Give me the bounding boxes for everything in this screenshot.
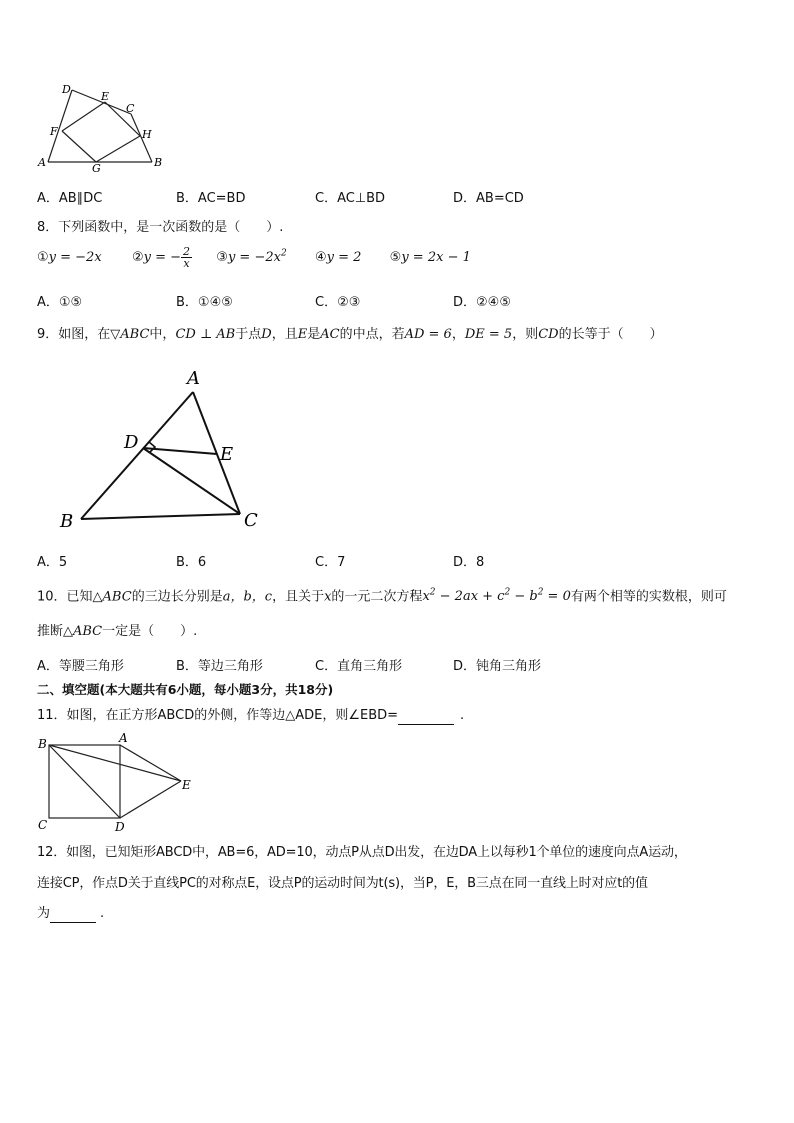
segment-gh	[96, 136, 140, 162]
q9-point-d: D	[261, 327, 272, 342]
q10-text-4: 的一元二次方程	[331, 589, 423, 605]
q8-f4-marker: ④	[314, 250, 327, 265]
q9-option-d[interactable]: D．8	[453, 555, 485, 570]
q11-square-figure	[35, 730, 200, 835]
q8-f1-marker: ①	[37, 250, 49, 265]
q12-line-2: 连接CP，作点D关于直线PC的对称点E，设点P的运动时间为t(s)，当P，E，B三点在同一直线上时对应t的值	[37, 876, 648, 891]
q9-stem	[37, 327, 663, 343]
q9-text-3: 于点	[235, 327, 262, 342]
q7-quadrilateral-figure	[34, 80, 169, 172]
q9-de: DE = 5	[464, 327, 513, 342]
segment-fg	[62, 131, 96, 162]
q9-option-c[interactable]: C．7	[315, 555, 346, 570]
label-c: C	[126, 102, 135, 115]
q11-stem	[37, 708, 464, 725]
label-a: A	[119, 731, 128, 745]
label-h: H	[142, 128, 152, 141]
q8-option-d[interactable]: D．②④⑤	[453, 295, 511, 310]
label-d: D	[62, 83, 71, 96]
q9-text-5: 是	[307, 327, 321, 342]
q10-abc: ABC	[102, 589, 132, 605]
q7-option-c[interactable]: C．AC⊥BD	[315, 191, 386, 206]
q11-text: 11．如图，在正方形ABCD的外侧，作等边△ADE，则∠EBD=	[37, 708, 399, 723]
section-2-heading: 二、填空题(本大题共有6小题，每小题3分，共18分)	[37, 682, 334, 697]
label-a: A	[187, 368, 200, 389]
label-c: C	[38, 818, 48, 832]
segment-de	[120, 781, 181, 818]
segment-ae	[120, 745, 181, 781]
q7-option-a[interactable]: A．AB∥DC	[37, 191, 103, 206]
label-f: F	[50, 125, 58, 138]
segment-eh	[105, 102, 140, 136]
side-bc	[81, 514, 240, 519]
q9-perp: CD ⊥ AB	[175, 327, 236, 342]
segment-bd	[49, 745, 120, 818]
q10-line2-a: 推断△	[37, 624, 73, 639]
q8-f1: y = −2x	[48, 250, 102, 265]
q10-x: x	[324, 589, 332, 605]
segment-be	[49, 745, 181, 781]
q8-f5: y = 2x − 1	[401, 250, 471, 265]
q10-equation: $x^2 - 2ax + c^2 - b^2 = 0$	[422, 588, 571, 605]
label-b: B	[60, 511, 74, 532]
q9-text-7: ，则	[512, 327, 539, 342]
q9-option-a[interactable]: A．5	[37, 555, 68, 570]
label-d: D	[124, 432, 139, 453]
label-c: C	[244, 510, 258, 531]
q7-option-d[interactable]: D．AB=CD	[453, 191, 524, 206]
q9-ad: AD = 6	[404, 327, 452, 342]
q8-f2-den: x	[183, 257, 190, 270]
q8-f2-marker: ②	[131, 250, 144, 265]
q8-stem: 8．下列函数中，是一次函数的是（ ）.	[37, 220, 284, 235]
q8-option-a[interactable]: A．①⑤	[37, 295, 83, 310]
q10-option-b[interactable]: B．等边三角形	[176, 659, 263, 674]
q10-text-1: 10．已知△	[37, 589, 103, 605]
right-angle-mark	[149, 442, 155, 453]
q8-f2-lhs: y = −	[143, 250, 181, 265]
q8-f3: y = −2x	[227, 250, 281, 265]
q9-text-8: 的长等于（ ）	[558, 327, 663, 342]
q9-point-e: E	[297, 327, 308, 342]
q12-end: .	[100, 906, 105, 921]
label-d: D	[115, 820, 125, 834]
q11-end: .	[460, 708, 465, 723]
q10-sides: a，b，c	[222, 589, 273, 605]
q12-answer-blank[interactable]	[50, 906, 96, 923]
q10-option-a[interactable]: A．等腰三角形	[37, 659, 124, 674]
q10-text-5: 有两个相等的实数根，则可	[570, 589, 727, 605]
q8-f2-num: 2	[183, 245, 190, 258]
q9-comma: ，	[451, 327, 465, 342]
q9-text-4: ，且	[271, 327, 298, 342]
q9-text-2: 中，	[149, 327, 176, 342]
label-a: A	[38, 156, 46, 169]
q10-text-3: ，且关于	[272, 589, 325, 605]
q9-segment-ac: AC	[320, 327, 340, 342]
q8-f2-fraction	[181, 246, 192, 269]
segment-ef	[62, 102, 105, 131]
q12-line-1: 12．如图，已知矩形ABCD中，AB=6，AD=10，动点P从点D出发，在边DA上以每秒1个单位的速度向点A运动，	[37, 845, 687, 860]
q9-text-6: 的中点，若	[339, 327, 405, 342]
q10-text-2: 的三边长分别是	[131, 589, 223, 605]
q12-line-3-text: 为	[37, 906, 51, 921]
label-b: B	[38, 737, 47, 751]
q10-stem-line2	[37, 624, 197, 640]
q10-option-d[interactable]: D．钝角三角形	[453, 659, 542, 674]
q10-stem-line1	[37, 588, 727, 605]
q8-f3-marker: ③	[216, 250, 228, 265]
label-g: G	[92, 162, 101, 172]
q10-line2-b: 一定是（ ）.	[102, 624, 198, 639]
side-ab	[81, 392, 193, 519]
q10-option-c[interactable]: C．直角三角形	[315, 659, 403, 674]
q9-triangle-figure	[45, 362, 275, 537]
q9-cd: CD	[538, 327, 559, 342]
q9-option-b[interactable]: B．6	[176, 555, 207, 570]
q8-f3-exp: 2	[280, 248, 287, 259]
q9-text-1: 9．如图，在	[37, 327, 111, 342]
q12-line-3	[37, 906, 104, 923]
label-e: E	[101, 90, 110, 103]
q7-option-b[interactable]: B．AC=BD	[176, 191, 246, 206]
label-b: B	[154, 156, 163, 169]
q8-f5-marker: ⑤	[389, 250, 402, 265]
q8-f4: y = 2	[326, 250, 362, 265]
q8-functions	[37, 246, 471, 282]
q9-triangle: ▽ABC	[110, 327, 150, 342]
q8-option-c[interactable]: C．②③	[315, 295, 361, 310]
label-e: E	[182, 778, 191, 792]
q10-abc-2: ABC	[73, 624, 103, 639]
label-e: E	[220, 444, 234, 465]
q11-answer-blank[interactable]	[398, 708, 454, 725]
q8-option-b[interactable]: B．①④⑤	[176, 295, 233, 310]
